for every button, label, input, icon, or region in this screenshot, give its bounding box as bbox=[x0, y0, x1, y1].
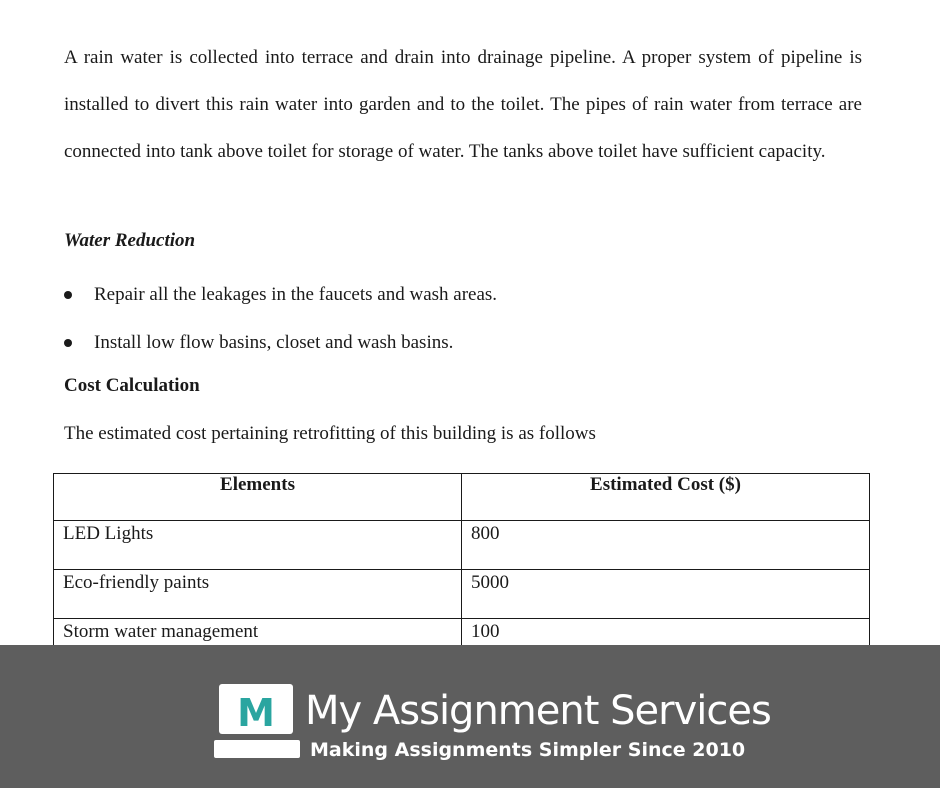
list-item bbox=[64, 279, 497, 327]
list-item bbox=[64, 327, 497, 375]
table-row bbox=[54, 619, 870, 646]
cost-cell: 100 bbox=[462, 619, 870, 646]
cost-cell: 5000 bbox=[462, 570, 870, 619]
header-estimated-cost: Estimated Cost ($) bbox=[462, 474, 870, 521]
list-item-text: Install low flow basins, closet and wash basins. bbox=[94, 332, 454, 353]
element-cell: Storm water management bbox=[54, 619, 462, 646]
cost-calculation-heading: Cost Calculation bbox=[64, 375, 200, 396]
cost-cell: 800 bbox=[462, 521, 870, 570]
laptop-logo-icon bbox=[214, 682, 304, 762]
table-row bbox=[54, 570, 870, 619]
table-row bbox=[54, 521, 870, 570]
table-header-row bbox=[54, 474, 870, 521]
bullet-icon bbox=[64, 291, 72, 299]
brand-tagline: Making Assignments Simpler Since 2010 bbox=[310, 739, 746, 761]
water-reduction-heading: Water Reduction bbox=[64, 230, 196, 251]
element-cell: Eco-friendly paints bbox=[54, 570, 462, 619]
cost-intro-text: The estimated cost pertaining retrofitting of this building is as follows bbox=[64, 423, 596, 444]
cost-table bbox=[53, 473, 870, 645]
rainwater-paragraph: A rain water is collected into terrace and drain into drainage pipeline. A proper system of pipeline is installed to divert this rain water into garden and to the toilet. The pipes of rain water from terrace are connected into tank above toilet for storage of water. The tanks above toilet have sufficient capacity. bbox=[64, 47, 862, 162]
bullet-icon bbox=[64, 339, 72, 347]
water-reduction-list bbox=[64, 279, 497, 375]
list-item-text: Repair all the leakages in the faucets and wash areas. bbox=[94, 284, 498, 305]
element-cell: LED Lights bbox=[54, 521, 462, 570]
header-elements: Elements bbox=[54, 474, 462, 521]
logo-letter: M bbox=[237, 691, 275, 735]
brand-name: My Assignment Services bbox=[305, 688, 771, 734]
